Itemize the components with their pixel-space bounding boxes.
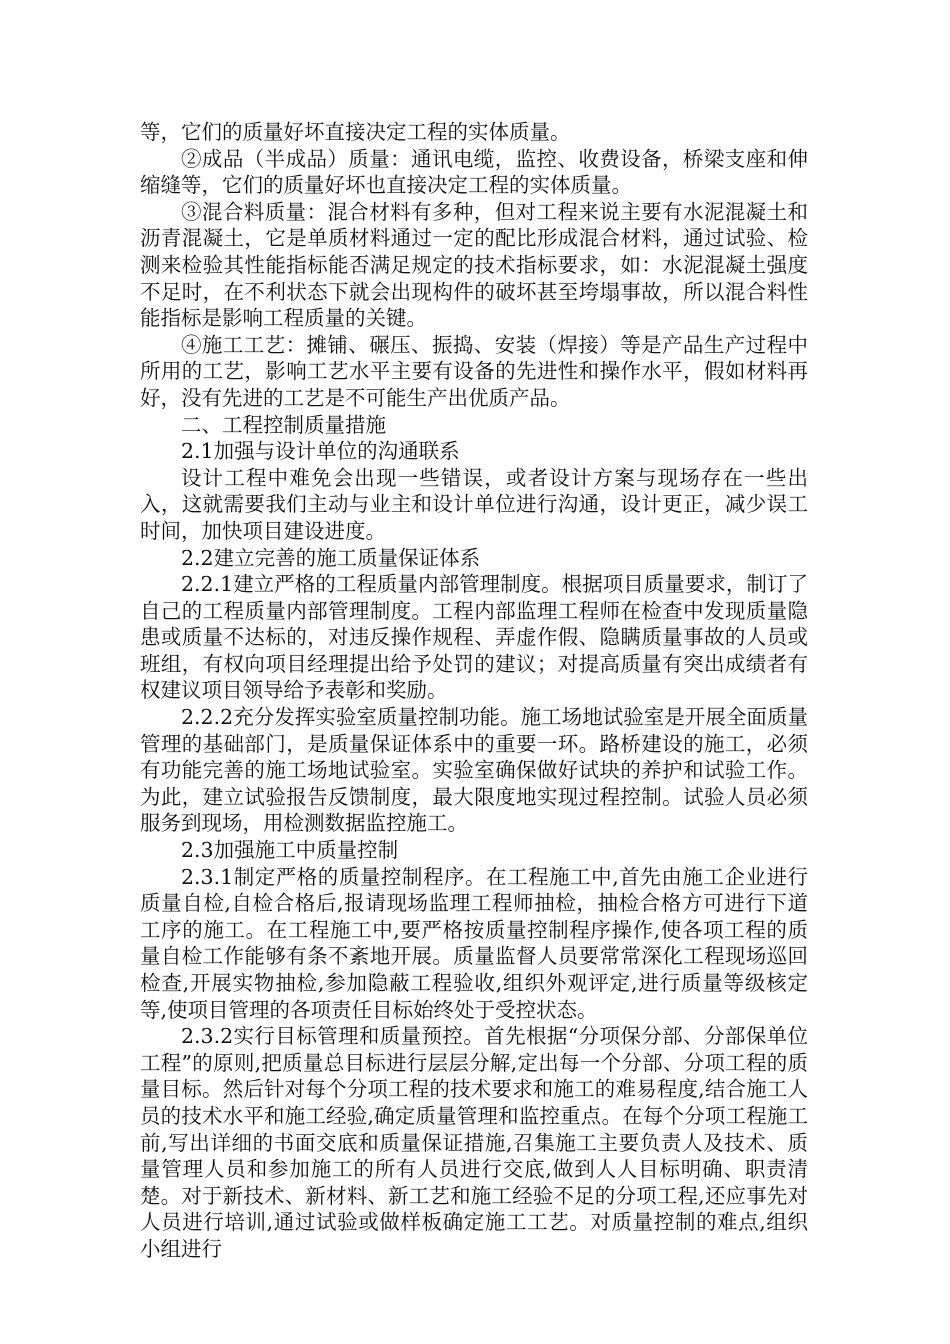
subsection-heading: 2.2建立完善的施工质量保证体系: [181, 545, 481, 570]
paragraph: 2.3.2实行目标管理和质量预控。首先根据“分项保分部、分部保单位工程”的原则,把质量总目标进行层层分解,定出每一个分部、分项工程的质量目标。然后针对每个分项工程的技术要求和施工的难易程度,结合施工人员的技术水平和施工经验,确定质量管理和监控重点。在每个分项工程施工前,写出详细的书面交底和质量保证措施,召集施工主要负责人及技术、质量管理人员和参加施工的所有人员进行交底,做到人人目标明确、职责清楚。对于新技术、新材料、新工艺和施工经验不足的分项工程,还应事先对人员进行培训,通过试验或做样板确定施工工艺。对质量控制的难点,组织小组进行: [140, 1024, 808, 1261]
paragraph: ②成品（半成品）质量：通讯电缆，监控、收费设备，桥梁支座和伸缩缝等，它们的质量好坏也直接决定工程的实体质量。: [140, 146, 808, 198]
paragraph: 2.3.1制定严格的质量控制程序。在工程施工中,首先由施工企业进行质量自检,自检合格后,报请现场监理工程师抽检，抽检合格方可进行下道工序的施工。在工程施工中,要严格按质量控制程序操作,使各项工程的质量自检工作能够有条不紊地开展。质量监督人员要常常深化工程现场巡回检查,开展实物抽检,参加隐蔽工程验收,组织外观评定,进行质量等级核定等,使项目管理的各项责任目标始终处于受控状态。: [140, 864, 808, 1022]
paragraph: 等，它们的质量好坏直接决定工程的实体质量。: [140, 120, 571, 144]
section-heading: 二、工程控制质量措施: [181, 412, 386, 437]
paragraph: ③混合料质量：混合材料有多种，但对工程来说主要有水泥混凝土和沥青混凝土，它是单质材料通过一定的配比形成混合材料，通过试验、检测来检验其性能指标能否满足规定的技术指标要求，如：水泥混凝土强度不足时，在不利状态下就会出现构件的破坏甚至垮塌事故，所以混合料性能指标是影响工程质量的关键。: [140, 199, 808, 331]
paragraph: 设计工程中难免会出现一些错误，或者设计方案与现场存在一些出入，这就需要我们主动与业主和设计单位进行沟通，设计更正，减少误工时间，加快项目建设进度。: [140, 465, 808, 543]
subsection-heading: 2.1加强与设计单位的沟通联系: [181, 439, 460, 464]
paragraph: 2.2.1建立严格的工程质量内部管理制度。根据项目质量要求，制订了自己的工程质量内部管理制度。工程内部监理工程师在检查中发现质量隐患或质量不达标的，对违反操作规程、弄虚作假、隐瞒质量事故的人员或班组，有权向项目经理提出给予处罚的建议；对提高质量有突出成绩者有权建议项目领导给予表彰和奖励。: [140, 572, 808, 703]
paragraph: 2.2.2充分发挥实验室质量控制功能。施工场地试验室是开展全面质量管理的基础部门，是质量保证体系中的重要一环。路桥建设的施工，必须有功能完善的施工场地试验室。实验室确保做好试块的养护和试验工作。为此，建立试验报告反馈制度，最大限度地实现过程控制。试验人员必须服务到现场，用检测数据监控施工。: [140, 705, 808, 836]
subsection-heading: 2.3加强施工中质量控制: [181, 838, 399, 863]
paragraph: ④施工工艺：摊铺、碾压、振捣、安装（焊接）等是产品生产过程中所用的工艺，影响工艺水平主要有设备的先进性和操作水平，假如材料再好，没有先进的工艺是不可能生产出优质产品。: [140, 332, 808, 410]
document-body: [140, 119, 808, 1263]
